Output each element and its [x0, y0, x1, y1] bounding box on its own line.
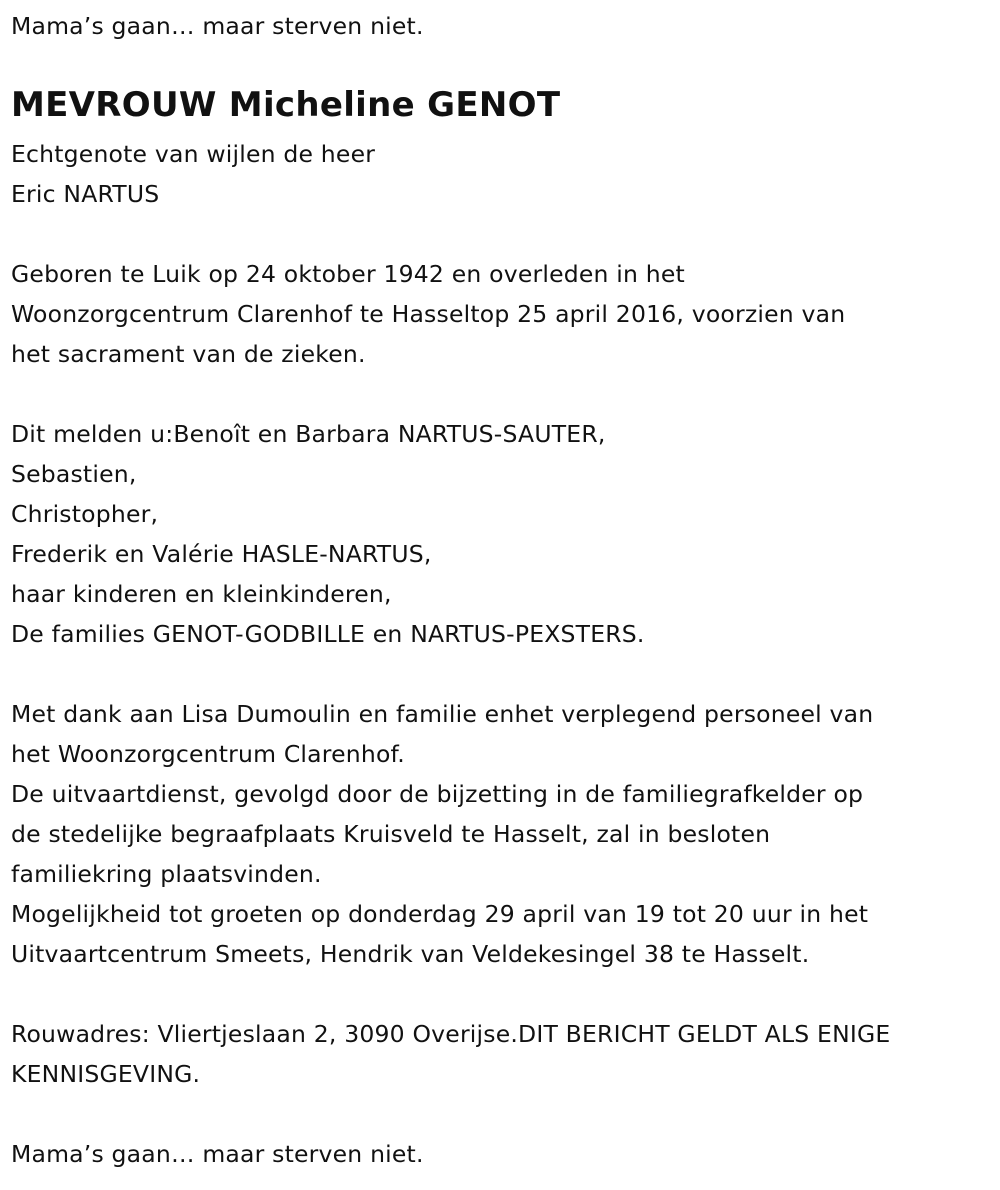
service-line-5: familiekring plaatsvinden. [11, 860, 322, 888]
announcer-line-3: Christopher, [11, 500, 159, 528]
deceased-name: MEVROUW Micheline GENOT [11, 85, 561, 125]
service-line-2: het Woonzorgcentrum Clarenhof. [11, 740, 405, 768]
address-line-1: Rouwadres: Vliertjeslaan 2, 3090 Overijse.DIT BERICHT GELDT ALS ENIGE [11, 1020, 891, 1048]
birth-death-line-3: het sacrament van de zieken. [11, 340, 366, 368]
spouse-line-1: Echtgenote van wijlen de heer [11, 140, 376, 168]
birth-death-line-2: Woonzorgcentrum Clarenhof te Hasseltop 25 april 2016, voorzien van [11, 300, 846, 328]
motto-bottom: Mama’s gaan… maar sterven niet. [11, 1140, 424, 1168]
announcer-line-4: Frederik en Valérie HASLE-NARTUS, [11, 540, 432, 568]
announcer-line-5: haar kinderen en kleinkinderen, [11, 580, 392, 608]
spouse-line-2: Eric NARTUS [11, 180, 160, 208]
motto-top: Mama’s gaan… maar sterven niet. [11, 12, 424, 40]
announcer-line-2: Sebastien, [11, 460, 137, 488]
announcer-line-6: De families GENOT-GODBILLE en NARTUS-PEXSTERS. [11, 620, 645, 648]
address-line-2: KENNISGEVING. [11, 1060, 201, 1088]
service-line-3: De uitvaartdienst, gevolgd door de bijzetting in de familiegrafkelder op [11, 780, 864, 808]
service-line-1: Met dank aan Lisa Dumoulin en familie enhet verplegend personeel van [11, 700, 874, 728]
service-line-7: Uitvaartcentrum Smeets, Hendrik van Veldekesingel 38 te Hasselt. [11, 940, 810, 968]
birth-death-line-1: Geboren te Luik op 24 oktober 1942 en overleden in het [11, 260, 685, 288]
service-line-4: de stedelijke begraafplaats Kruisveld te Hasselt, zal in besloten [11, 820, 771, 848]
service-line-6: Mogelijkheid tot groeten op donderdag 29 april van 19 tot 20 uur in het [11, 900, 869, 928]
announcer-line-1: Dit melden u:Benoît en Barbara NARTUS-SAUTER, [11, 420, 606, 448]
